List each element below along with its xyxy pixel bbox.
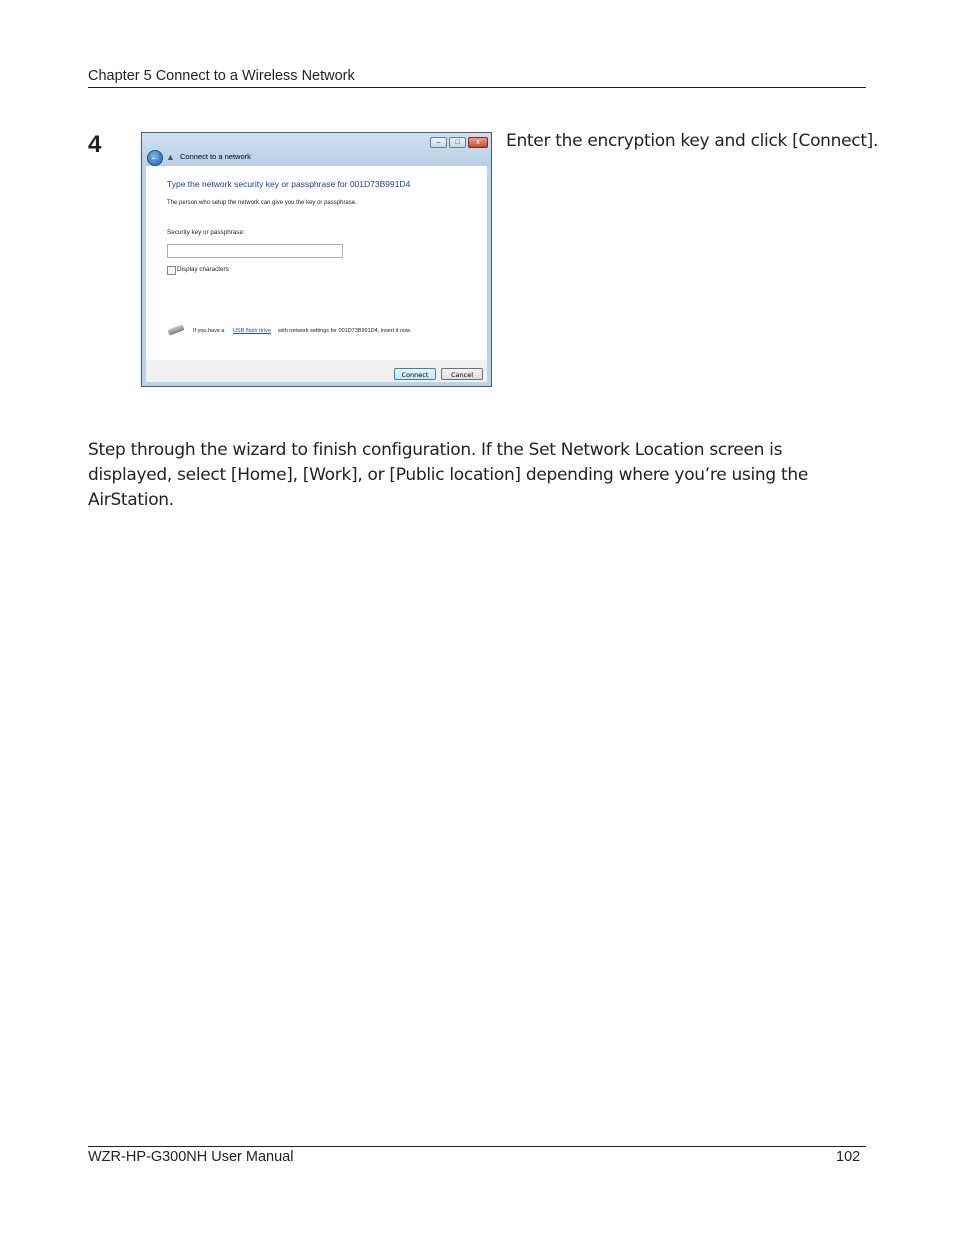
body-paragraph: Step through the wizard to finish configuration. If the Set Network Location screen is displayed, select [Home], [Work], or [Public location] depending where you’re using the AirStation.: [88, 440, 808, 510]
chapter-title: Chapter 5 Connect to a Wireless Network: [88, 68, 355, 84]
header-divider: [88, 87, 866, 88]
maximize-icon[interactable]: □: [449, 137, 466, 148]
back-arrow-icon[interactable]: ←: [147, 150, 163, 166]
key-info-text: The person who setup the network can give you the key or passphrase.: [167, 200, 357, 206]
step-number: 4: [88, 131, 102, 158]
usb-hint-prefix: If you have a: [193, 328, 225, 334]
usb-flash-drive-link[interactable]: USB flash drive: [233, 328, 271, 334]
network-icon: ▲: [166, 152, 175, 162]
usb-drive-icon: [167, 324, 184, 335]
security-key-input[interactable]: [167, 244, 343, 258]
display-characters-label[interactable]: Display characters: [177, 266, 229, 273]
dialog-title: Connect to a network: [180, 152, 251, 161]
window-controls: [430, 137, 488, 148]
dialog-titlebar: [142, 133, 491, 167]
close-icon[interactable]: x: [468, 137, 488, 148]
minimize-icon[interactable]: –: [430, 137, 447, 148]
connect-button[interactable]: Connect: [394, 368, 436, 380]
connect-dialog-screenshot: [141, 132, 492, 387]
security-key-label: Security key or passphrase:: [167, 229, 245, 236]
page-number: 102: [836, 1149, 861, 1165]
display-characters-checkbox[interactable]: [167, 266, 176, 275]
cancel-button[interactable]: Cancel: [441, 368, 483, 380]
security-key-heading: Type the network security key or passphrase for 001D73B991D4: [167, 179, 411, 189]
manual-title: WZR-HP-G300NH User Manual: [88, 1149, 294, 1165]
dialog-content: [146, 166, 487, 360]
usb-hint-suffix: with network settings for 001D73B991D4, insert it now.: [278, 328, 412, 334]
footer-divider: [88, 1146, 866, 1147]
step-instruction: Enter the encryption key and click [Connect].: [506, 131, 879, 151]
